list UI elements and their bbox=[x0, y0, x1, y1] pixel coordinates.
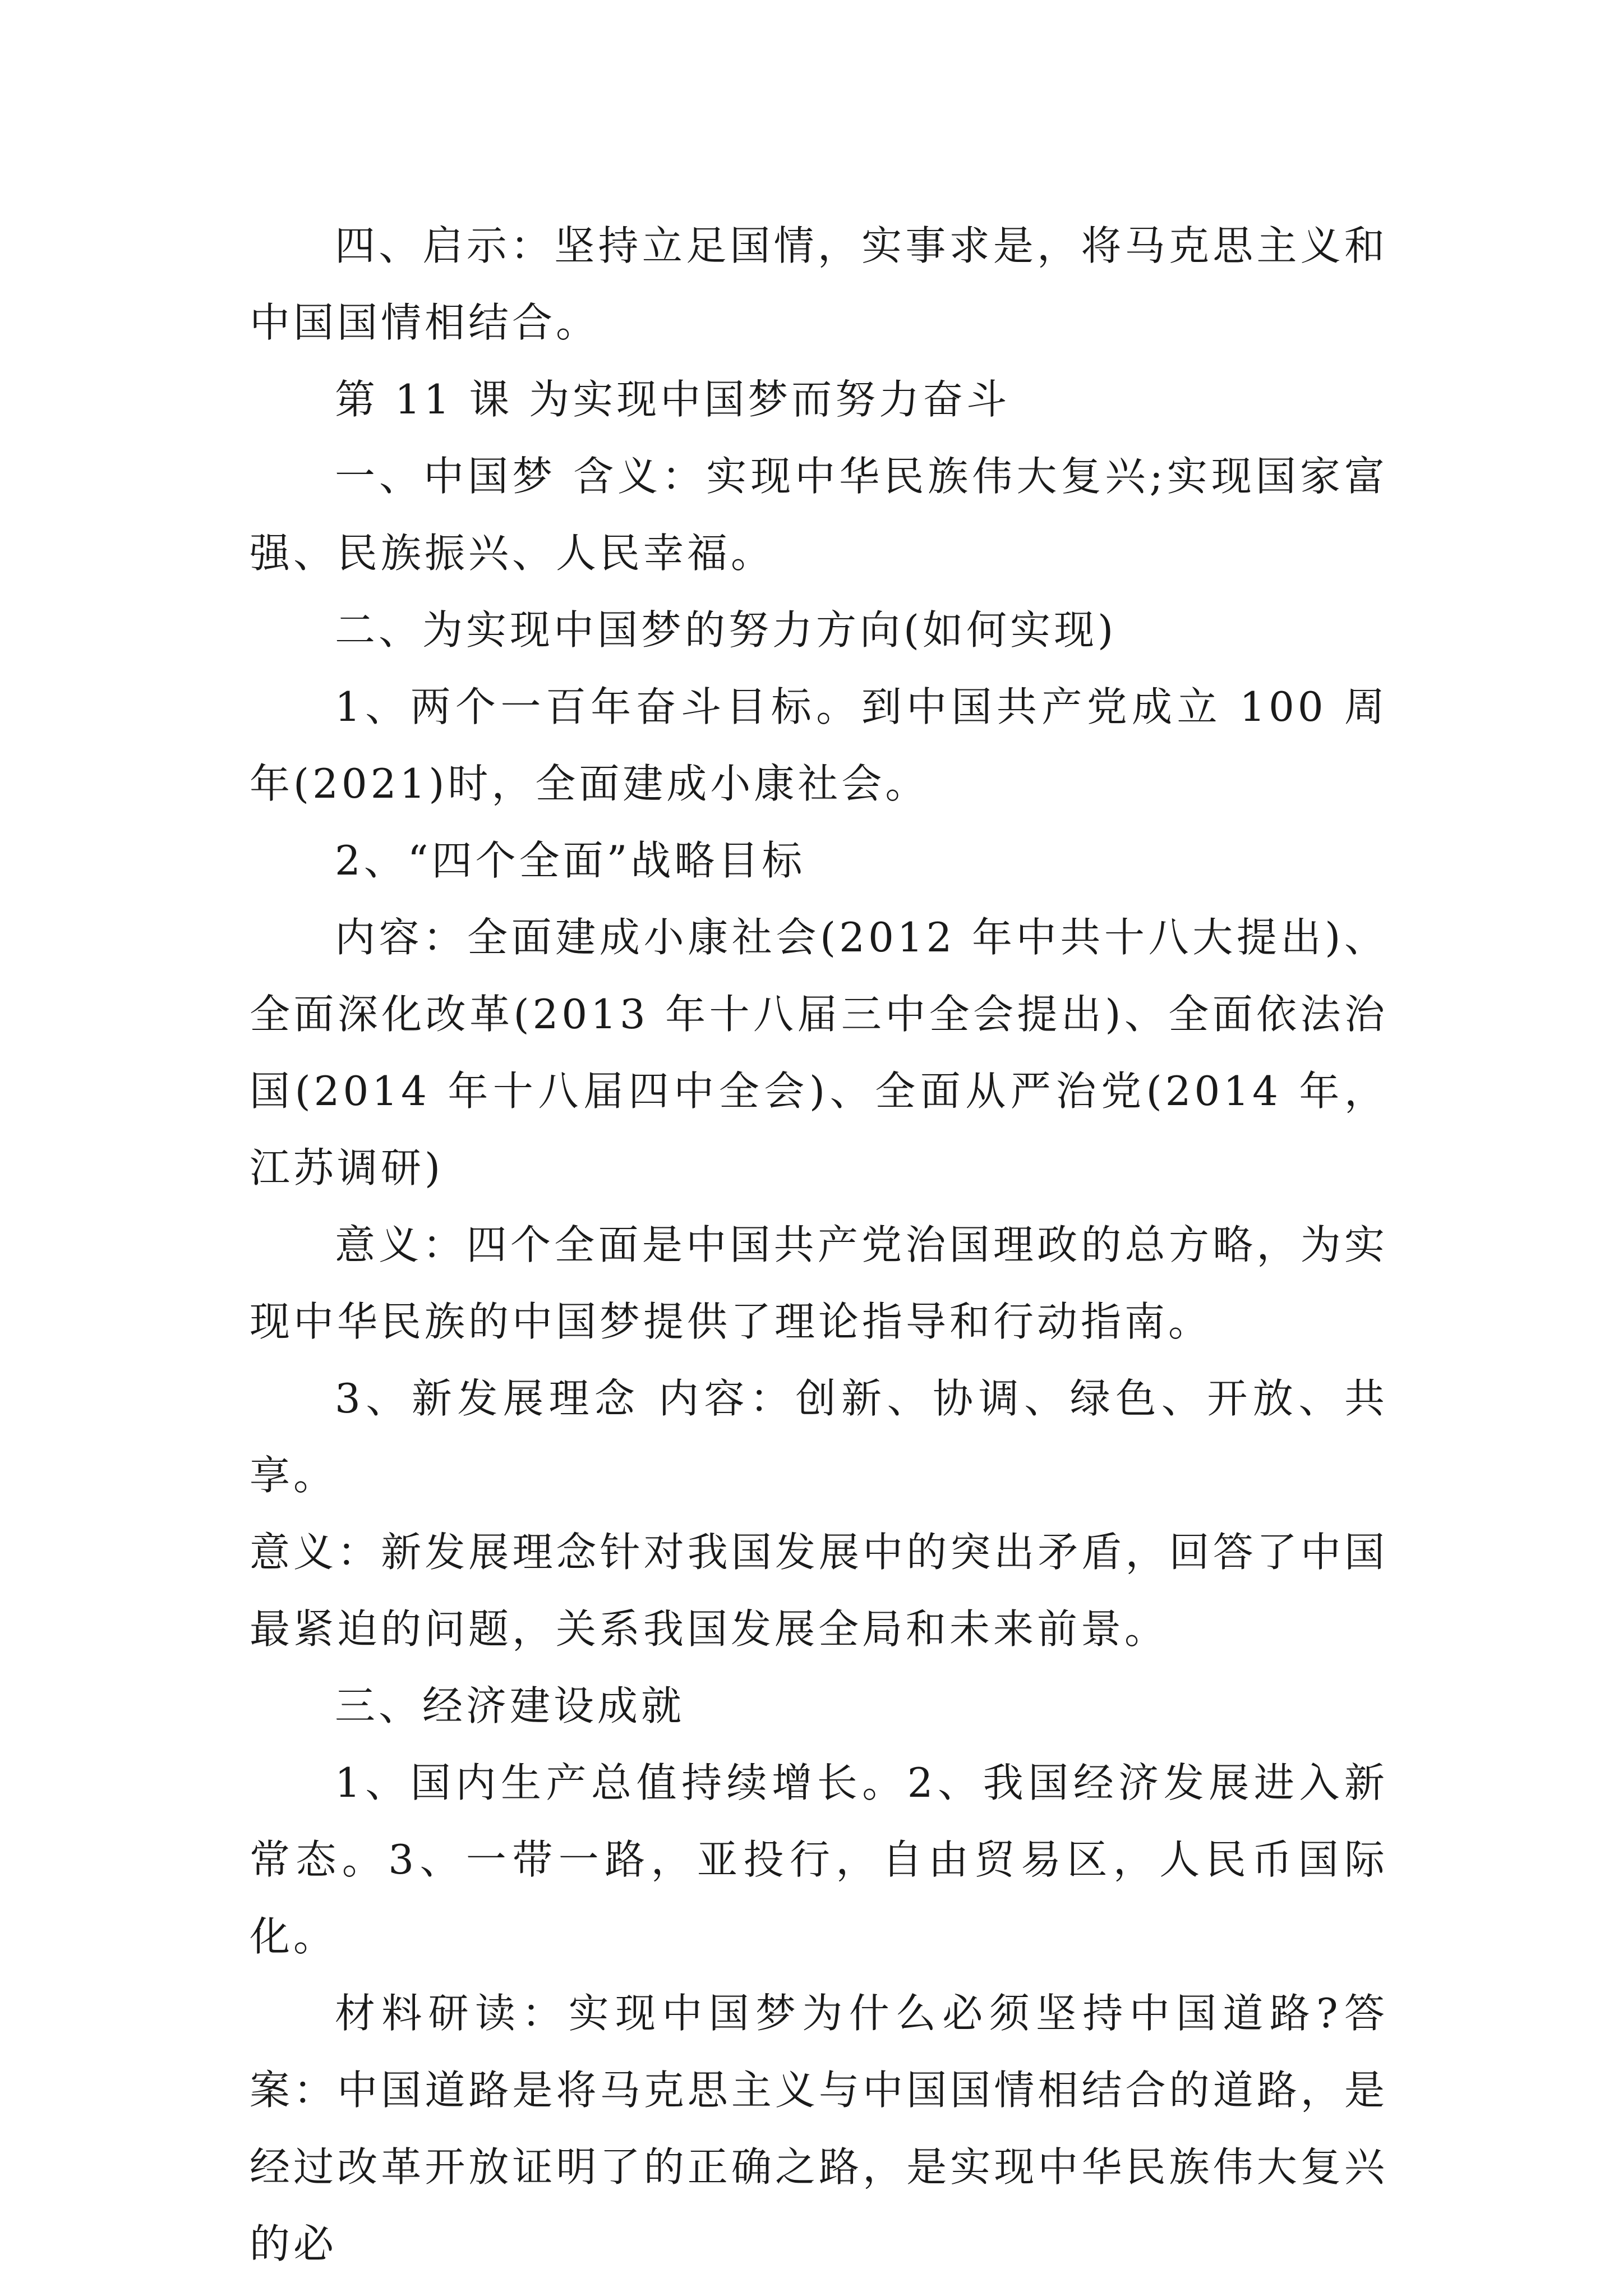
paragraph-inspiration: 四、启示：坚持立足国情，实事求是，将马克思主义和中国国情相结合。 bbox=[250, 222, 1388, 346]
paragraph-new-development-significance: 意义：新发展理念针对我国发展中的突出矛盾，回答了中国最紧迫的问题，关系我国发展全局和未来前景。 bbox=[250, 1529, 1388, 1653]
section-heading-economic-achievements: 三、经济建设成就 bbox=[335, 1682, 685, 1729]
paragraph-economic-achievements: 1、国内生产总值持续增长。2、我国经济发展进入新常态。3、一带一路，亚投行，自由贸易区，人民币国际化。 bbox=[250, 1759, 1388, 1960]
paragraph-material-reading: 材料研读：实现中国梦为什么必须坚持中国道路?答案：中国道路是将马克思主义与中国国情相结合的道路，是经过改革开放证明了的正确之路，是实现中华民族伟大复兴的必 bbox=[250, 1990, 1388, 2267]
paragraph-four-comprehensives: 2、“四个全面”战略目标 bbox=[335, 837, 806, 884]
paragraph-new-development-concept: 3、新发展理念 内容：创新、协调、绿色、开放、共享。 bbox=[250, 1375, 1388, 1499]
lesson-title: 第 11 课 为实现中国梦而努力奋斗 bbox=[335, 376, 1011, 423]
paragraph-four-comprehensives-content: 内容：全面建成小康社会(2012 年中共十八大提出)、全面深化改革(2013 年十八届三中全会提出)、全面依法治国(2014 年十八届四中全会)、全面从严治党(2014 年，江苏调研) bbox=[250, 914, 1388, 1191]
paragraph-two-centenary-goals: 1、两个一百年奋斗目标。到中国共产党成立 100 周年(2021)时，全面建成小康社会。 bbox=[250, 683, 1388, 807]
document-body bbox=[250, 208, 1388, 2283]
section-heading-direction: 二、为实现中国梦的努力方向(如何实现) bbox=[335, 606, 1117, 654]
paragraph-four-comprehensives-significance: 意义：四个全面是中国共产党治国理政的总方略，为实现中华民族的中国梦提供了理论指导和行动指南。 bbox=[250, 1221, 1388, 1345]
paragraph-chinese-dream-meaning: 一、中国梦 含义：实现中华民族伟大复兴;实现国家富强、民族振兴、人民幸福。 bbox=[250, 453, 1388, 577]
